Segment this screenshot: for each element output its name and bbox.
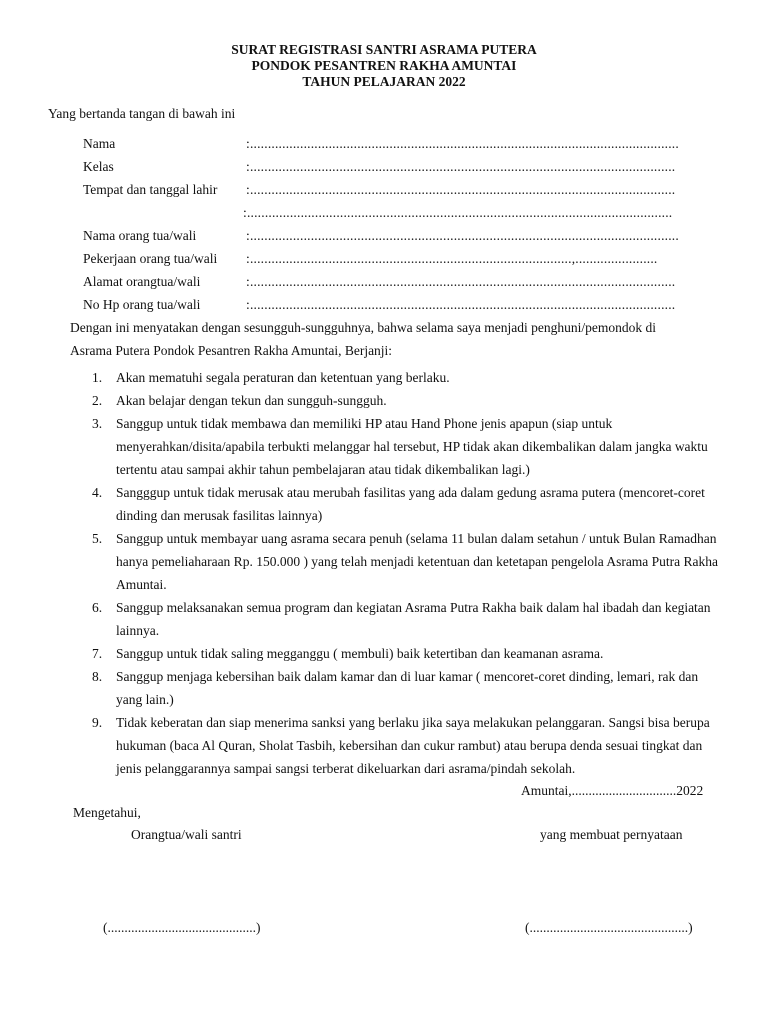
- field-label: Pekerjaan orang tua/wali: [83, 251, 218, 266]
- item-number: 3.: [92, 416, 103, 431]
- field-alamat-orang-tua: [83, 274, 703, 294]
- item-number: 4.: [92, 485, 103, 500]
- signature-label-parent: Orangtua/wali santri: [131, 827, 242, 842]
- list-item: [80, 366, 720, 389]
- item-text: Sanggup untuk membayar uang asrama secara penuh (selama 11 bulan dalam setahun / untuk Bulan Ramadhan hanya pemeliaharaan Rp. 150.000 ) yang telah menjadi ketentuan dan ketetapan pengelola Asrama Putra Rakha Amuntai.: [116, 531, 719, 592]
- item-text: Akan belajar dengan tekun dan sungguh-sungguh.: [116, 393, 387, 408]
- item-text: Sanggup melaksanakan semua program dan kegiatan Asrama Putra Rakha baik dalam hal ibadah dan kegiatan lainnya.: [116, 600, 711, 638]
- date-line: Amuntai,...............................2022: [521, 783, 704, 798]
- list-item: [80, 412, 720, 481]
- list-item: [80, 711, 720, 780]
- field-tempat-tanggal-lahir: [83, 182, 703, 202]
- field-nama-orang-tua: [83, 228, 703, 248]
- field-blank: :.......................................................................................................................: [246, 297, 676, 312]
- acknowledgement-label: Mengetahui,: [73, 805, 141, 820]
- field-blank: :.......................................................................................................................: [246, 159, 676, 174]
- signature-line-student: (...............................................): [525, 920, 693, 935]
- promise-list: [80, 366, 720, 780]
- intro-text: Yang bertanda tangan di bawah ini: [48, 106, 236, 121]
- field-blank: :..........................................................................................,.......................: [246, 251, 658, 266]
- item-text: Sanggup untuk tidak saling megganggu ( membuli) baik ketertiban dan keamanan asrama.: [116, 646, 604, 661]
- field-continuation: [83, 205, 703, 225]
- field-no-hp-orang-tua: [83, 297, 703, 317]
- field-label: Alamat orangtua/wali: [83, 274, 201, 289]
- item-number: 1.: [92, 370, 103, 385]
- field-blank: :.......................................................................................................................: [243, 205, 673, 220]
- list-item: [80, 389, 720, 412]
- field-blank: :.......................................................................................................................: [246, 182, 676, 197]
- item-text: Tidak keberatan dan siap menerima sanksi yang berlaku jika saya melakukan pelanggaran. Sangsi bisa berupa hukuman (baca Al Quran, Sholat Tasbih, kebersihan dan cukur rambut) atau berupa denda sesuai tingkat dan jenis pelanggarannya sampai sangsi terberat dikeluarkan dari asrama/pindah sekolah.: [116, 715, 710, 776]
- header-title-line-2: PONDOK PESANTREN RAKHA AMUNTAI: [251, 58, 517, 73]
- item-number: 6.: [92, 600, 103, 615]
- signature-line-parent: (............................................): [103, 920, 261, 935]
- field-label: Kelas: [83, 159, 114, 174]
- field-kelas: [83, 159, 703, 179]
- header-title-line-3: TAHUN PELAJARAN 2022: [302, 74, 466, 89]
- item-text: Sanggup menjaga kebersihan baik dalam kamar dan di luar kamar ( mencoret-coret dinding, lemari, rak dan yang lain.): [116, 669, 699, 707]
- item-number: 9.: [92, 715, 103, 730]
- item-number: 7.: [92, 646, 103, 661]
- list-item: [80, 481, 720, 527]
- field-blank: :........................................................................................................................: [246, 136, 679, 151]
- field-label: Nama orang tua/wali: [83, 228, 197, 243]
- list-item: [80, 527, 720, 596]
- item-text: Sangggup untuk tidak merusak atau merubah fasilitas yang ada dalam gedung asrama putera (mencoret-coret dinding dan merusak fasilitas lainnya): [116, 485, 705, 523]
- item-text: Akan mematuhi segala peraturan dan ketentuan yang berlaku.: [116, 370, 450, 385]
- item-number: 8.: [92, 669, 103, 684]
- list-item: [80, 642, 720, 665]
- list-item: [80, 596, 720, 642]
- declaration-line-2: Asrama Putera Pondok Pesantren Rakha Amuntai, Berjanji:: [70, 343, 393, 358]
- item-number: 5.: [92, 531, 103, 546]
- header-title-line-1: SURAT REGISTRASI SANTRI ASRAMA PUTERA: [231, 42, 537, 57]
- field-label: Tempat dan tanggal lahir: [83, 182, 218, 197]
- item-text: Sanggup untuk tidak membawa dan memiliki HP atau Hand Phone jenis apapun (siap untuk menyerahkan/disita/apabila terbukti melanggar hal tersebut, HP tidak akan dikembalikan dalam jangka waktu tertentu atau sampai akhir tahun pembelajaran atau tidak dikembalikan lagi.): [116, 416, 708, 477]
- field-pekerjaan-orang-tua: [83, 251, 703, 271]
- list-item: [80, 665, 720, 711]
- field-label: No Hp orang tua/wali: [83, 297, 201, 312]
- letter-header: [0, 42, 768, 90]
- item-number: 2.: [92, 393, 103, 408]
- field-nama: [83, 136, 703, 156]
- declaration-line-1: Dengan ini menyatakan dengan sesungguh-sungguhnya, bahwa selama saya menjadi penghuni/pemondok di: [70, 320, 656, 335]
- field-blank: :.......................................................................................................................: [246, 274, 676, 289]
- field-blank: :........................................................................................................................: [246, 228, 679, 243]
- signature-label-student: yang membuat pernyataan: [540, 827, 683, 842]
- field-label: Nama: [83, 136, 116, 151]
